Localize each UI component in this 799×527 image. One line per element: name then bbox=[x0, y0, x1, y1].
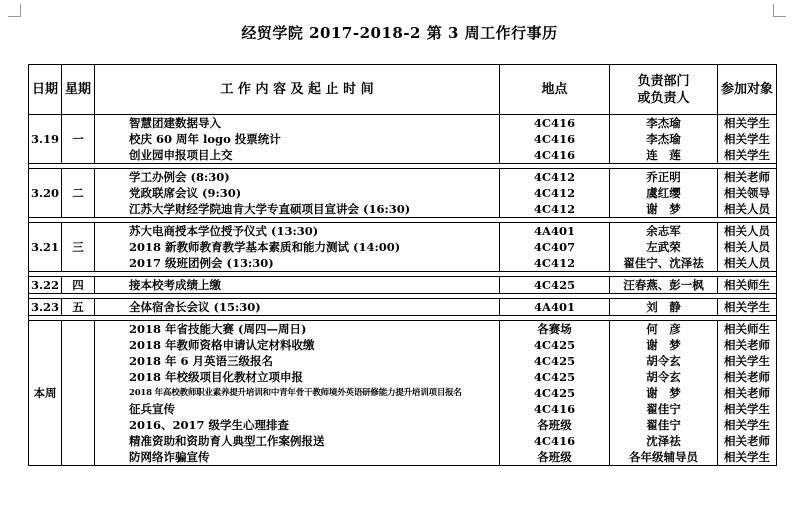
participants-line: 相关领导 bbox=[724, 186, 770, 200]
crop-mark-top-left bbox=[8, 4, 21, 17]
participants-line: 相关老师 bbox=[724, 434, 770, 448]
dept-line: 翟佳宁 bbox=[646, 402, 681, 416]
dept-line: 谢 梦 bbox=[646, 338, 681, 352]
content-line: 2018 年教师资格申请认定材料收缴 bbox=[129, 338, 315, 352]
content-line: 2017 级班团例会 (13:30) bbox=[129, 256, 274, 270]
place-cell bbox=[500, 115, 610, 164]
dept-line: 李杰瑜 bbox=[646, 132, 681, 146]
place-line: 4C425 bbox=[533, 370, 576, 384]
dept-line: 谢 梦 bbox=[646, 386, 681, 400]
place-line: 4C425 bbox=[533, 354, 576, 368]
header-place: 地点 bbox=[500, 65, 610, 115]
crop-mark-top-right bbox=[773, 4, 786, 17]
place-line: 4C416 bbox=[533, 116, 576, 130]
schedule-body bbox=[29, 115, 777, 466]
participants-line: 相关学生 bbox=[724, 450, 770, 464]
content-line: 2016、2017 级学生心理排查 bbox=[129, 418, 290, 432]
dept-line: 汪春燕、彭一枫 bbox=[623, 278, 704, 292]
place-cell bbox=[500, 169, 610, 218]
header-participants: 参加对象 bbox=[718, 65, 777, 115]
weekday-cell: 四 bbox=[62, 277, 95, 294]
place-cell bbox=[500, 321, 610, 466]
place-line: 4C425 bbox=[533, 338, 576, 352]
schedule-row bbox=[29, 321, 777, 466]
content-cell bbox=[95, 277, 500, 294]
header-row bbox=[29, 65, 777, 115]
document-title: 经贸学院 2017-2018-2 第 3 周工作行事历 bbox=[241, 24, 558, 42]
participants-line: 相关师生 bbox=[724, 278, 770, 292]
dept-line: 何 彦 bbox=[646, 322, 681, 336]
content-line: 创业园申报项目上交 bbox=[129, 148, 233, 162]
dept-line: 谢 梦 bbox=[646, 202, 681, 216]
place-cell bbox=[500, 299, 610, 316]
dept-line: 刘 静 bbox=[646, 300, 681, 314]
weekday-cell: 二 bbox=[62, 169, 95, 218]
place-line: 4C412 bbox=[533, 186, 576, 200]
place-line: 4A401 bbox=[534, 224, 575, 238]
content-cell bbox=[95, 299, 500, 316]
dept-line: 沈泽祛 bbox=[646, 434, 681, 448]
place-line: 4C416 bbox=[533, 148, 576, 162]
content-cell bbox=[95, 115, 500, 164]
header-weekday: 星期 bbox=[62, 65, 95, 115]
dept-cell bbox=[610, 299, 718, 316]
dept-line: 左武荣 bbox=[646, 240, 681, 254]
date-cell: 本周 bbox=[29, 321, 62, 466]
content-line: 2018 年省技能大赛 (周四—周日) bbox=[129, 322, 307, 336]
content-line: 2018 年高校教师职业素养提升培训和中青年骨干教师境外英语研修能力提升培训项目报名 bbox=[129, 388, 462, 398]
dept-line: 李杰瑜 bbox=[646, 116, 681, 130]
place-line: 4C412 bbox=[533, 202, 576, 216]
place-cell bbox=[500, 223, 610, 272]
schedule-row bbox=[29, 223, 777, 272]
date-cell: 3.23 bbox=[29, 299, 62, 316]
dept-cell bbox=[610, 223, 718, 272]
schedule-row bbox=[29, 169, 777, 218]
content-line: 精准资助和资助育人典型工作案例报送 bbox=[129, 434, 325, 448]
content-line: 防网络诈骗宣传 bbox=[129, 450, 210, 464]
content-line: 党政联席会议 (9:30) bbox=[129, 186, 242, 200]
content-line: 江苏大学财经学院迪肯大学专直硕项目宣讲会 (16:30) bbox=[129, 202, 411, 216]
content-line: 苏大电商授本学位授予仪式 (13:30) bbox=[129, 224, 319, 238]
place-line: 4C416 bbox=[533, 434, 576, 448]
participants-line: 相关学生 bbox=[724, 402, 770, 416]
participants-line: 相关学生 bbox=[724, 132, 770, 146]
participants-line: 相关老师 bbox=[724, 170, 770, 184]
dept-cell bbox=[610, 321, 718, 466]
dept-line: 翟佳宁、沈泽祛 bbox=[623, 256, 704, 270]
place-line: 4C407 bbox=[533, 240, 576, 254]
weekday-cell: 五 bbox=[62, 299, 95, 316]
schedule-row bbox=[29, 277, 777, 294]
date-cell: 3.20 bbox=[29, 169, 62, 218]
weekday-cell bbox=[62, 321, 95, 466]
participants-line: 相关人员 bbox=[724, 202, 770, 216]
weekday-cell: 三 bbox=[62, 223, 95, 272]
place-line: 4A401 bbox=[534, 300, 575, 314]
content-cell bbox=[95, 223, 500, 272]
dept-line: 连 莲 bbox=[646, 148, 681, 162]
participants-cell bbox=[718, 321, 777, 466]
dept-cell bbox=[610, 115, 718, 164]
date-cell: 3.21 bbox=[29, 223, 62, 272]
participants-line: 相关老师 bbox=[724, 386, 770, 400]
participants-line: 相关学生 bbox=[724, 418, 770, 432]
place-line: 各班级 bbox=[537, 450, 572, 464]
place-line: 4C416 bbox=[533, 402, 576, 416]
dept-cell bbox=[610, 169, 718, 218]
content-line: 智慧团建数据导入 bbox=[129, 116, 221, 130]
content-cell bbox=[95, 169, 500, 218]
header-content: 工 作 内 容 及 起 止 时 间 bbox=[95, 65, 500, 115]
header-date: 日期 bbox=[29, 65, 62, 115]
content-line: 2018 年 6 月英语三级报名 bbox=[129, 354, 274, 368]
participants-line: 相关学生 bbox=[724, 116, 770, 130]
place-cell bbox=[500, 277, 610, 294]
participants-line: 相关人员 bbox=[724, 256, 770, 270]
participants-line: 相关人员 bbox=[724, 240, 770, 254]
participants-line: 相关学生 bbox=[724, 354, 770, 368]
place-line: 各赛场 bbox=[537, 322, 572, 336]
weekday-cell: 一 bbox=[62, 115, 95, 164]
content-line: 征兵宣传 bbox=[129, 402, 175, 416]
date-cell: 3.19 bbox=[29, 115, 62, 164]
participants-line: 相关学生 bbox=[724, 148, 770, 162]
header-dept bbox=[610, 65, 718, 115]
schedule-row bbox=[29, 115, 777, 164]
participants-line: 相关人员 bbox=[724, 224, 770, 238]
dept-line: 各年级辅导员 bbox=[629, 450, 698, 464]
content-line: 接本校考成绩上缴 bbox=[129, 278, 221, 292]
participants-cell bbox=[718, 115, 777, 164]
place-line: 4C416 bbox=[533, 132, 576, 146]
content-cell bbox=[95, 321, 500, 466]
place-line: 4C412 bbox=[533, 256, 576, 270]
content-line: 2018 新教师教育教学基本素质和能力测试 (14:00) bbox=[129, 240, 401, 254]
participants-line: 相关学生 bbox=[724, 300, 770, 314]
schedule-table bbox=[28, 64, 777, 466]
participants-line: 相关老师 bbox=[724, 370, 770, 384]
content-line: 学工办例会 (8:30) bbox=[129, 170, 230, 184]
place-line: 4C425 bbox=[533, 386, 576, 400]
date-cell: 3.22 bbox=[29, 277, 62, 294]
dept-line: 乔正明 bbox=[646, 170, 681, 184]
content-line: 全体宿舍长会议 (15:30) bbox=[129, 300, 261, 314]
participants-line: 相关老师 bbox=[724, 338, 770, 352]
schedule-row bbox=[29, 299, 777, 316]
dept-line: 虞红缨 bbox=[646, 186, 681, 200]
participants-cell bbox=[718, 169, 777, 218]
dept-line: 胡令玄 bbox=[646, 370, 681, 384]
dept-line: 胡令玄 bbox=[646, 354, 681, 368]
dept-cell bbox=[610, 277, 718, 294]
participants-line: 相关师生 bbox=[724, 322, 770, 336]
content-line: 2018 年校级项目化教材立项申报 bbox=[129, 370, 304, 384]
participants-cell bbox=[718, 277, 777, 294]
participants-cell bbox=[718, 299, 777, 316]
place-line: 4C412 bbox=[533, 170, 576, 184]
participants-cell bbox=[718, 223, 777, 272]
content-line: 校庆 60 周年 logo 投票统计 bbox=[129, 132, 281, 146]
dept-line: 翟佳宁 bbox=[646, 418, 681, 432]
dept-line: 余志军 bbox=[646, 224, 681, 238]
header-dept-line1: 负责部门 bbox=[637, 73, 690, 89]
place-line: 4C425 bbox=[533, 278, 576, 292]
place-line: 各班级 bbox=[537, 418, 572, 432]
header-dept-line2: 或负责人 bbox=[637, 90, 690, 106]
